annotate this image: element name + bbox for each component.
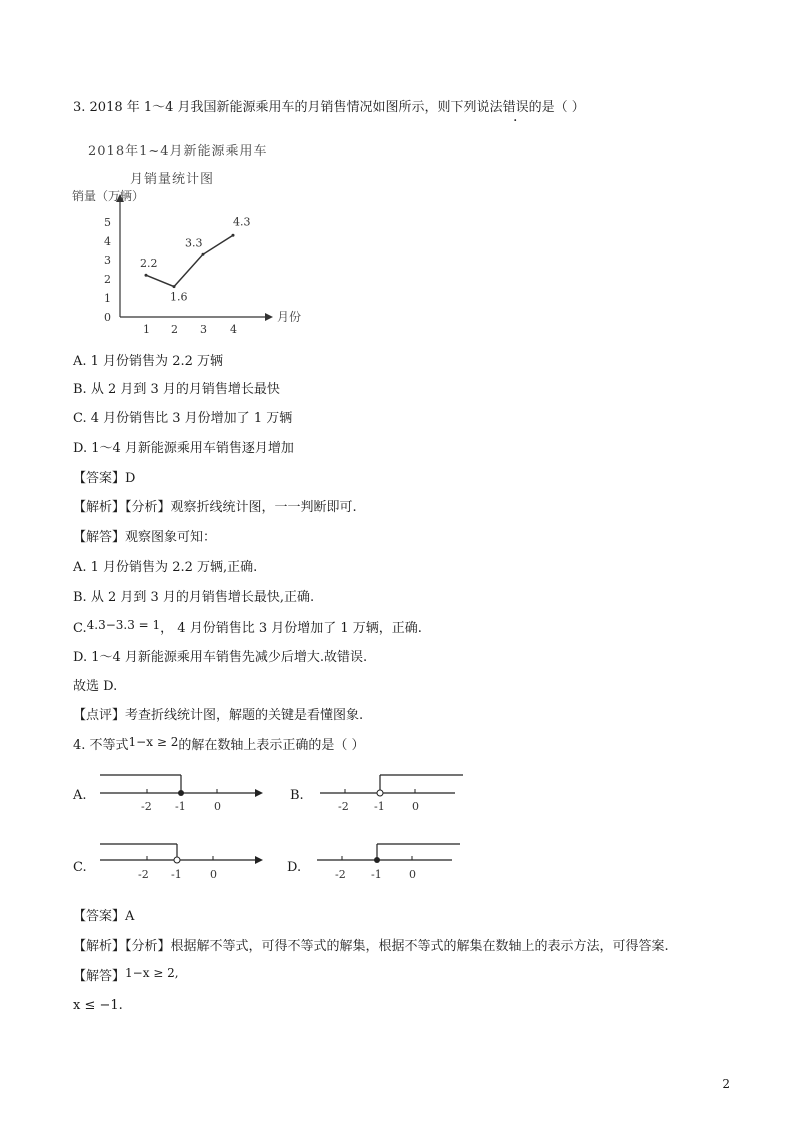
q4-solution-math: 1−x ≥ 2,	[125, 966, 179, 980]
data-point	[173, 285, 176, 288]
q3-option-c: C. 4 月份销售比 3 月份增加了 1 万辆	[73, 411, 293, 426]
q4-solution-prefix: 【解答】	[73, 969, 126, 984]
chart-title: 2018年1~4月新能源乘用车	[88, 144, 268, 159]
tick-label: 0	[210, 868, 217, 881]
q4-option-b-label: B.	[290, 788, 304, 803]
tick-label: -1	[374, 800, 385, 813]
tick-label: -1	[171, 868, 182, 881]
number-line-c	[95, 838, 265, 888]
x-tick-label: 3	[200, 323, 207, 336]
x-tick-label: 2	[171, 323, 178, 336]
tick-label: -1	[175, 800, 186, 813]
tick-label: 0	[412, 800, 419, 813]
number-line-d	[312, 838, 462, 888]
x-axis-arrow-icon	[265, 313, 273, 321]
x-tick-label: 4	[230, 323, 237, 336]
q3-analysis: 【解析】【分析】观察折线统计图，一一判断即可.	[73, 500, 357, 515]
number-line-a	[95, 765, 265, 815]
y-tick-label: 0	[104, 311, 111, 324]
chart-subtitle: 月销量统计图	[130, 172, 215, 187]
tick-label: -1	[371, 868, 382, 881]
q4-solution	[73, 967, 179, 986]
q3-option-b: B. 从 2 月到 3 月的月销售增长最快	[73, 382, 280, 397]
data-label: 1.6	[170, 290, 188, 304]
data-label: 4.3	[233, 215, 251, 229]
tick-label: 0	[214, 800, 221, 813]
open-dot	[174, 857, 180, 863]
q4-prefix: 4. 不等式	[73, 738, 129, 753]
question-4-stem	[73, 736, 364, 755]
tick-label: 0	[409, 868, 416, 881]
q3-answer: 【答案】D	[73, 471, 136, 486]
q3-solution-c-math: 4.3−3.3 = 1	[86, 618, 161, 632]
y-tick-label: 3	[104, 254, 111, 267]
data-point	[202, 253, 205, 256]
q4-suffix: 的解在数轴上表示正确的是（ ）	[178, 738, 365, 753]
tick-label: -2	[338, 800, 349, 813]
y-axis-label: 销量（万辆）	[72, 189, 145, 203]
tick-label: -2	[138, 868, 149, 881]
line-chart	[70, 180, 310, 340]
arrow-icon	[255, 856, 263, 864]
question-3-stem	[73, 99, 585, 117]
q3-solution-b: B. 从 2 月到 3 月的月销售增长最快,正确.	[73, 590, 315, 605]
y-tick-label: 5	[104, 216, 111, 229]
q3-solution-intro: 【解答】观察图象可知：	[73, 530, 217, 545]
y-tick-label: 2	[104, 273, 111, 286]
closed-dot	[178, 790, 184, 796]
q3-solution-c-suffix: ， 4 月份销售比 3 月份增加了 1 万辆，正确.	[160, 621, 422, 636]
data-point	[232, 234, 235, 237]
x-tick-label: 1	[143, 323, 150, 336]
page-number: 2	[722, 1077, 730, 1091]
q4-answer: 【答案】A	[73, 909, 135, 924]
q3-solution-a: A. 1 月份销售为 2.2 万辆,正确.	[73, 560, 258, 575]
q3-prefix: 3. 2018 年 1～4 月我国新能源乘用车的月销售情况如图所示，则下列说法	[73, 100, 503, 115]
y-tick-label: 1	[104, 292, 111, 305]
q3-comment: 【点评】考查折线统计图，解题的关键是看懂图象.	[73, 708, 364, 723]
data-label: 2.2	[140, 257, 158, 271]
x-axis-label: 月份	[277, 310, 302, 324]
q4-math: 1−x ≥ 2	[128, 735, 179, 749]
q3-solution-c-prefix: C.	[73, 621, 87, 636]
y-tick-label: 4	[104, 235, 111, 248]
closed-dot	[374, 857, 380, 863]
q3-solution-d: D. 1～4 月新能源乘用车销售先减少后增大.故错误.	[73, 650, 368, 665]
q4-analysis: 【解析】【分析】根据解不等式，可得不等式的解集，根据不等式的解集在数轴上的表示方法，可得答案.	[73, 939, 669, 954]
q3-choice: 故选 D.	[73, 679, 118, 694]
q4-option-a-label: A.	[73, 788, 87, 803]
number-line-b	[315, 765, 465, 815]
q4-result: x ≤ −1.	[73, 998, 123, 1013]
q4-option-d-label: D.	[287, 860, 302, 875]
arrow-icon	[255, 789, 263, 797]
tick-label: -2	[335, 868, 346, 881]
q3-suffix: 的是（ ）	[528, 100, 585, 115]
q3-solution-c	[73, 619, 422, 638]
q3-option-a: A. 1 月份销售为 2.2 万辆	[73, 354, 223, 369]
q4-option-c-label: C.	[73, 860, 87, 875]
q3-option-d: D. 1～4 月新能源乘用车销售逐月增加	[73, 441, 294, 456]
data-point	[145, 274, 148, 277]
open-dot	[377, 790, 383, 796]
data-label: 3.3	[185, 236, 203, 250]
tick-label: -2	[141, 800, 152, 813]
q3-emphasis: 错误	[502, 100, 529, 115]
